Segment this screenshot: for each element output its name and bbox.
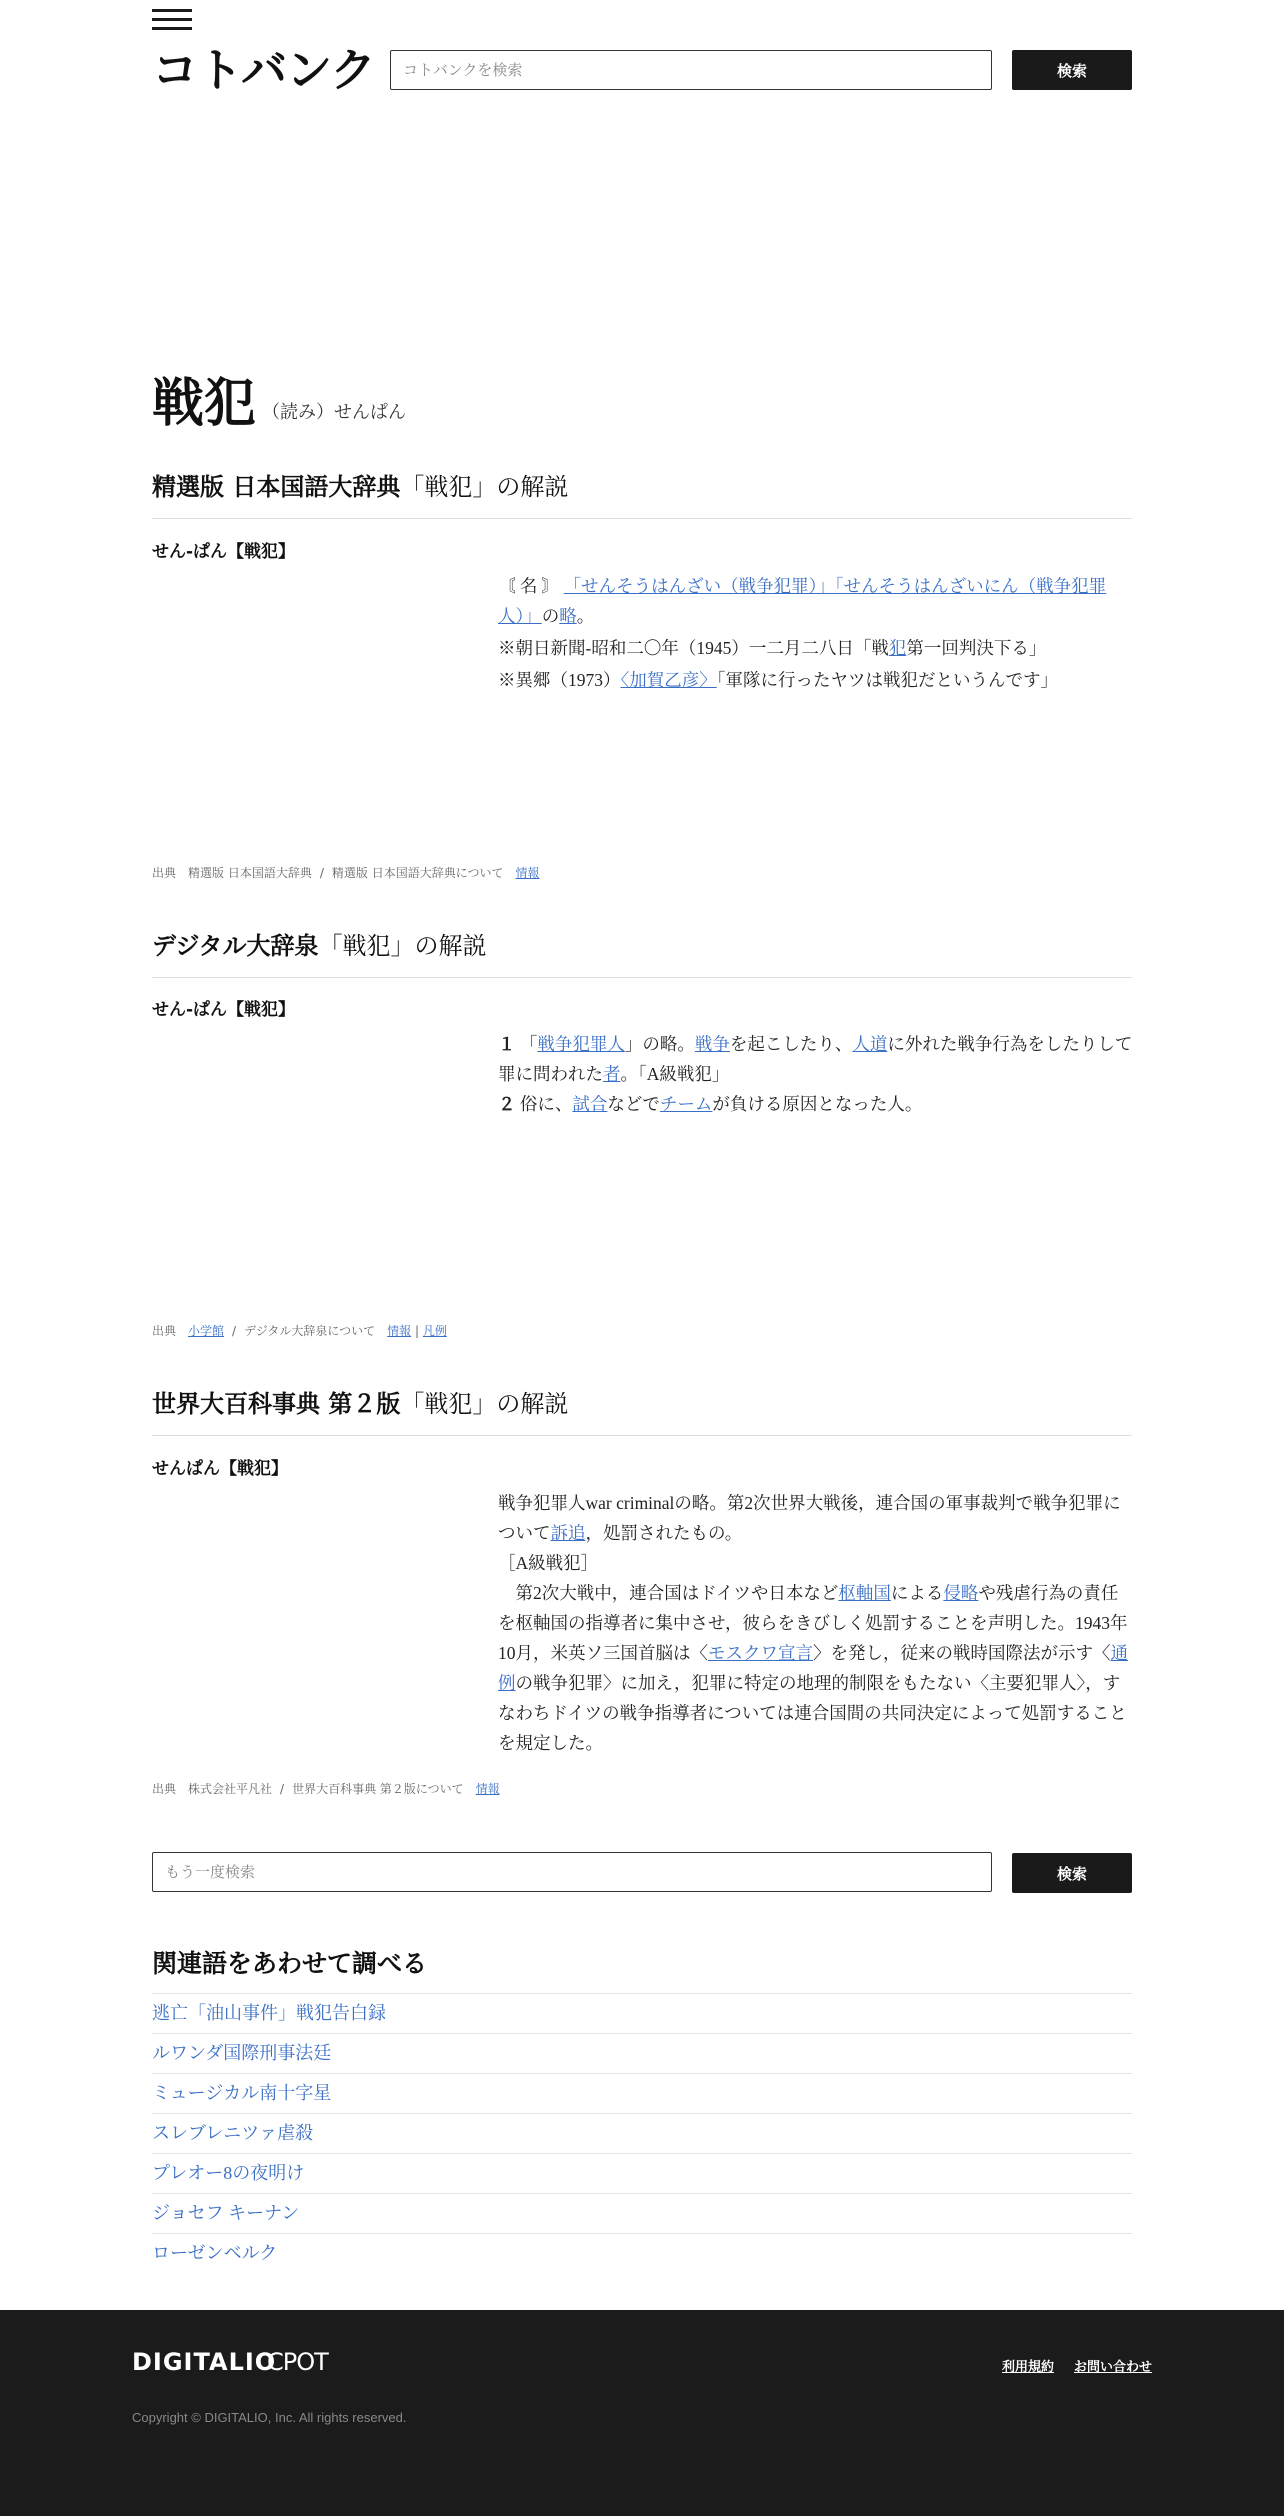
section-heading — [152, 470, 1132, 519]
info-link[interactable]: 情報 — [515, 866, 540, 880]
ref-link[interactable]: 試合 — [572, 1094, 608, 1114]
related-item — [152, 2033, 1132, 2073]
dictionary-name: デジタル大辞泉 — [152, 932, 319, 960]
heading-suffix: 「戦犯」の解説 — [318, 932, 487, 960]
source-line: 出典 精選版 日本国語大辞典 / 精選版 日本国語大辞典について 情報 — [152, 866, 540, 880]
term-reading: （読み）せんぱん — [262, 402, 406, 423]
ref-link[interactable]: 侵略 — [943, 1583, 979, 1603]
related-list — [152, 1993, 1132, 2273]
ref-link[interactable]: 通例 — [498, 1643, 1128, 1693]
related-item — [152, 2233, 1132, 2273]
section-heading — [152, 1387, 1132, 1436]
ref-link[interactable]: 戦争 — [694, 1034, 730, 1054]
definition-body: １ 「戦争犯罪人」の略。戦争を起こしたり、人道に外れた戦争行為をしたりして罪に問われた者。「A級戦犯」 ２ 俗に、試合などでチームが負ける原因となった人。 — [498, 1034, 1133, 1114]
contact-link[interactable]: お問い合わせ — [1074, 2360, 1153, 2375]
legend-link[interactable]: 凡例 — [422, 1324, 447, 1338]
related-link[interactable]: ジョセフ キーナン — [152, 2203, 300, 2223]
menu-icon[interactable] — [152, 9, 192, 31]
section-heading — [152, 929, 1132, 978]
headword: せんぱん【戦犯】 — [152, 1459, 288, 1479]
ref-link[interactable]: 人道 — [852, 1034, 888, 1054]
footer — [0, 2310, 1284, 2516]
headword: せん‐ぱん【戦犯】 — [152, 542, 296, 562]
ref-link[interactable]: 略 — [559, 606, 577, 626]
bottom-search-button[interactable]: 検索 — [1012, 1853, 1132, 1893]
source-line: 出典 株式会社平凡社 / 世界大百科事典 第２版について 情報 — [152, 1782, 500, 1796]
ref-link[interactable]: 犯 — [888, 638, 907, 658]
ref-link[interactable]: モスクワ宣言 — [708, 1643, 813, 1663]
related-item — [152, 2113, 1132, 2153]
related-item — [152, 2153, 1132, 2193]
bottom-search-input[interactable] — [152, 1852, 992, 1892]
related-link[interactable]: ローゼンベルク — [152, 2243, 278, 2263]
related-item — [152, 1993, 1132, 2033]
related-title: 関連語をあわせて調べる — [152, 1949, 428, 1978]
headword: せん‐ぱん【戦犯】 — [152, 1000, 296, 1020]
heading-suffix: 「戦犯」の解説 — [400, 473, 569, 501]
definition-body: 戦争犯罪人war criminalの略。第2次世界大戦後，連合国の軍事裁判で戦争犯罪について訴追，処罰されたもの。 ［A級戦犯］ 第2次大戦中，連合国はドイツや日本など枢軸国による侵略や残虐行為の責任を枢軸国の指導者に集中させ，彼らをきびしく処罰することを声明した。1943年10月，米英ソ三国首脳は〈モスクワ宣言〉を発し，従来の戦時国際法が示す〈通例の戦争犯罪〉に加え，犯罪に特定の地理的制限をもたない〈主要犯罪人〉，すなわちドイツの戦争指導者については連合国間の共同決定によって処罰することを規定した。 — [498, 1493, 1128, 1753]
related-link[interactable]: プレオー8の夜明け — [152, 2163, 305, 2183]
search-button[interactable]: 検索 — [1012, 50, 1132, 90]
cpot-logo[interactable]: CPOT — [267, 2348, 328, 2376]
ref-link[interactable]: 者 — [603, 1064, 621, 1084]
related-link[interactable]: ミュージカル南十字星 — [152, 2083, 332, 2103]
info-link[interactable]: 情報 — [475, 1782, 500, 1796]
terms-link[interactable]: 利用規約 — [1002, 2360, 1055, 2375]
source-link[interactable]: 小学館 — [188, 1324, 225, 1338]
related-link[interactable]: スレブレニツァ虐殺 — [152, 2123, 314, 2143]
ref-link[interactable]: チーム — [659, 1094, 713, 1114]
page-title: 戦犯 — [152, 374, 257, 434]
copyright: Copyright © DIGITALIO, Inc. All rights reserved. — [132, 2410, 407, 2425]
ref-link[interactable]: 「せんそうはんざい（戦争犯罪）」 — [563, 576, 835, 596]
search-input[interactable] — [390, 50, 992, 90]
ref-link[interactable]: 〈加賀乙彦〉 — [620, 670, 717, 690]
dictionary-name: 世界大百科事典 第２版 — [152, 1390, 401, 1418]
ref-link[interactable]: 訴追 — [550, 1523, 586, 1543]
heading-suffix: 「戦犯」の解説 — [400, 1390, 569, 1418]
dictionary-name: 精選版 日本国語大辞典 — [152, 473, 401, 501]
source-line: 出典 小学館 / デジタル大辞泉について 情報 | 凡例 — [152, 1324, 447, 1338]
related-item — [152, 2193, 1132, 2233]
site-logo[interactable]: コトバンク — [152, 43, 376, 97]
ref-link[interactable]: 戦争犯罪人 — [537, 1034, 625, 1054]
related-link[interactable]: 逃亡「油山事件」戦犯告白録 — [152, 2003, 386, 2023]
digitalio-logo[interactable]: DIGITALIO — [132, 2348, 277, 2376]
info-link[interactable]: 情報 — [387, 1324, 412, 1338]
related-link[interactable]: ルワンダ国際刑事法廷 — [152, 2043, 332, 2063]
definition-body: 〘 名 〙 「せんそうはんざい（戦争犯罪）」「せんそうはんざいにん（戦争犯罪人）」の略。 ※朝日新聞‐昭和二〇年（1945）一二月二八日「戦犯第一回判決下る」 ※異郷（1973）〈加賀乙彦〉「軍隊に行ったヤツは戦犯だというんです」 — [498, 576, 1107, 690]
ref-link[interactable]: 「せんそうはんざいにん（戦争犯罪人）」 — [498, 576, 1107, 626]
related-item — [152, 2073, 1132, 2113]
ref-link[interactable]: 枢軸国 — [838, 1583, 891, 1603]
